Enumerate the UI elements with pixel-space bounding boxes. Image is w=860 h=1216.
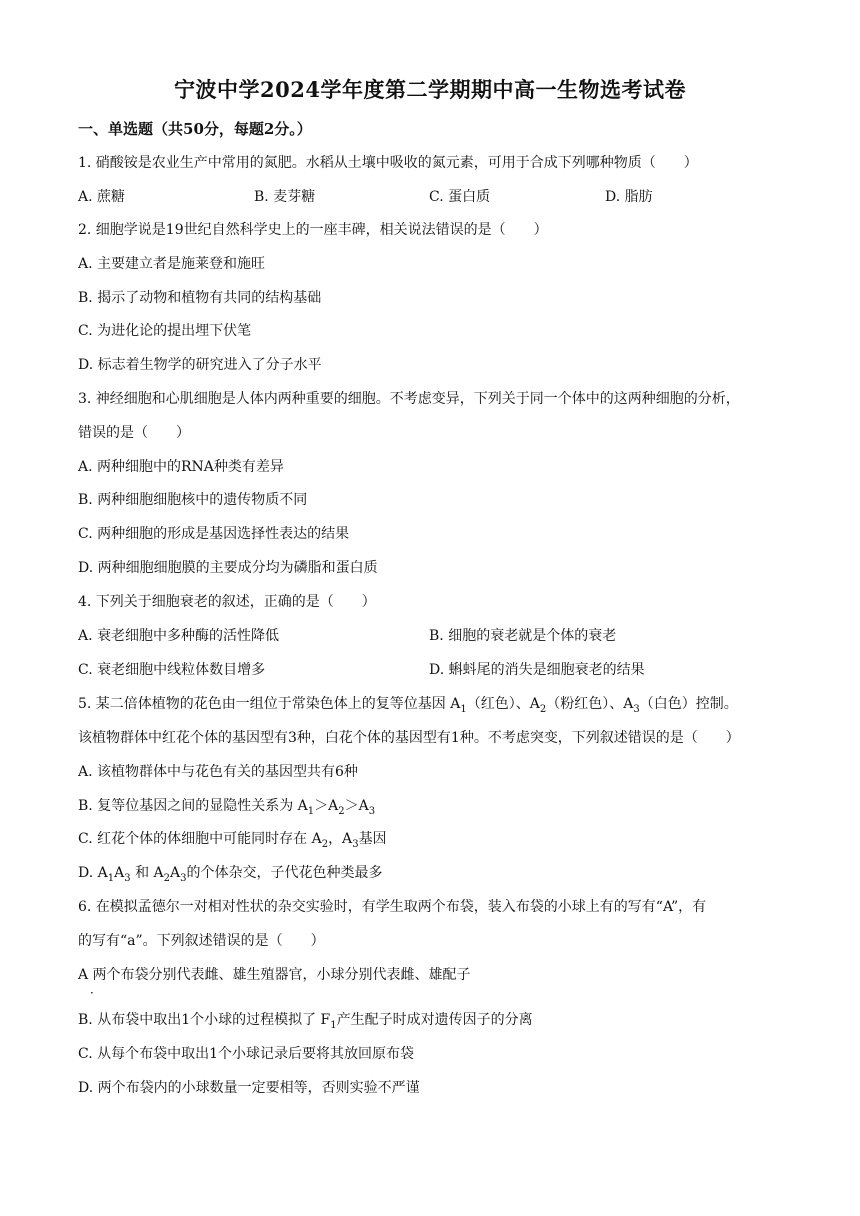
question-5-option-b: B. 复等位基因之间的显隐性关系为 $A_1>A_2>A_3$ [78, 798, 376, 817]
question-1-option-c: C. 蛋白质 [429, 189, 491, 205]
question-3-option-a: A. 两种细胞中的RNA种类有差异 [78, 459, 284, 475]
question-1-stem: 1. 硝酸铵是农业生产中常用的氮肥。水稻从土壤中吸收的氮元素，可用于合成下列哪种物质（ ） [78, 155, 698, 171]
question-5-stem-line-1: 5. 某二倍体植物的花色由一组位于常染色体上的复等位基因 $A_1$（红色）、$A_2$（粉红色）、$A_3$（白色）控制。 [78, 696, 738, 715]
question-2-option-d: D. 标志着生物学的研究进入了分子水平 [78, 357, 322, 373]
question-4-stem: 4. 下列关于细胞衰老的叙述，正确的是（ ） [78, 594, 376, 610]
question-3-option-c: C. 两种细胞的形成是基因选择性表达的结果 [78, 526, 350, 542]
question-4-option-d: D. 蝌蚪尾的消失是细胞衰老的结果 [429, 662, 645, 678]
question-3-stem-line-1: 3. 神经细胞和心肌细胞是人体内两种重要的细胞。不考虑变异，下列关于同一个体中的这两种细胞的分析， [78, 391, 740, 407]
question-1-option-a: A. 蔗糖 [78, 189, 126, 205]
exam-title: 宁波中学2024学年度第二学期期中高一生物选考试卷 [174, 77, 686, 102]
question-6-stem-line-2: 的写有“a”。下列叙述错误的是（ ） [78, 933, 325, 949]
question-2-option-c: C. 为进化论的提出埋下伏笔 [78, 323, 252, 339]
decorative-dot: · [90, 986, 94, 1000]
section-heading: 一、单选题（共50分，每题2分。） [78, 120, 312, 138]
question-1-option-d: D. 脂肪 [605, 189, 653, 205]
question-5-option-c: C. 红花个体的体细胞中可能同时存在 $A_2$，$A_3$基因 [78, 831, 387, 850]
question-2-option-a: A. 主要建立者是施莱登和施旺 [78, 256, 266, 272]
question-3-stem-line-2: 错误的是（ ） [78, 425, 190, 441]
question-5-stem-line-2: 该植物群体中红花个体的基因型有3种，白花个体的基因型有1种。不考虑突变，下列叙述错误的是（ ） [78, 730, 740, 746]
question-2-stem: 2. 细胞学说是19世纪自然科学史上的一座丰碑，相关说法错误的是（ ） [78, 222, 548, 238]
question-4-option-c: C. 衰老细胞中线粒体数目增多 [78, 662, 266, 678]
question-2-option-b: B. 揭示了动物和植物有共同的结构基础 [78, 290, 322, 306]
question-6-option-b: B. 从布袋中取出1个小球的过程模拟了 $F_1$产生配子时成对遗传因子的分离 [78, 1012, 533, 1031]
question-6-option-a: A 两个布袋分别代表雌、雄生殖器官，小球分别代表雌、雄配子 [78, 967, 471, 983]
question-6-option-d: D. 两个布袋内的小球数量一定要相等，否则实验不严谨 [78, 1080, 420, 1096]
question-1-option-b: B. 麦芽糖 [254, 189, 316, 205]
question-4-option-b: B. 细胞的衰老就是个体的衰老 [429, 628, 617, 644]
question-5-option-a: A. 该植物群体中与花色有关的基因型共有6种 [78, 764, 358, 780]
question-3-option-d: D. 两种细胞细胞膜的主要成分均为磷脂和蛋白质 [78, 560, 378, 576]
question-4-option-a: A. 衰老细胞中多种酶的活性降低 [78, 628, 280, 644]
question-6-stem-line-1: 6. 在模拟孟德尔一对相对性状的杂交实验时，有学生取两个布袋，装入布袋的小球上有的写有“A”，有 [78, 899, 707, 915]
question-3-option-b: B. 两种细胞细胞核中的遗传物质不同 [78, 492, 308, 508]
question-5-option-d: D. $A_1A_3$ 和 $A_2A_3$的个体杂交，子代花色种类最多 [78, 865, 383, 884]
question-6-option-c: C. 从每个布袋中取出1个小球记录后要将其放回原布袋 [78, 1046, 415, 1062]
